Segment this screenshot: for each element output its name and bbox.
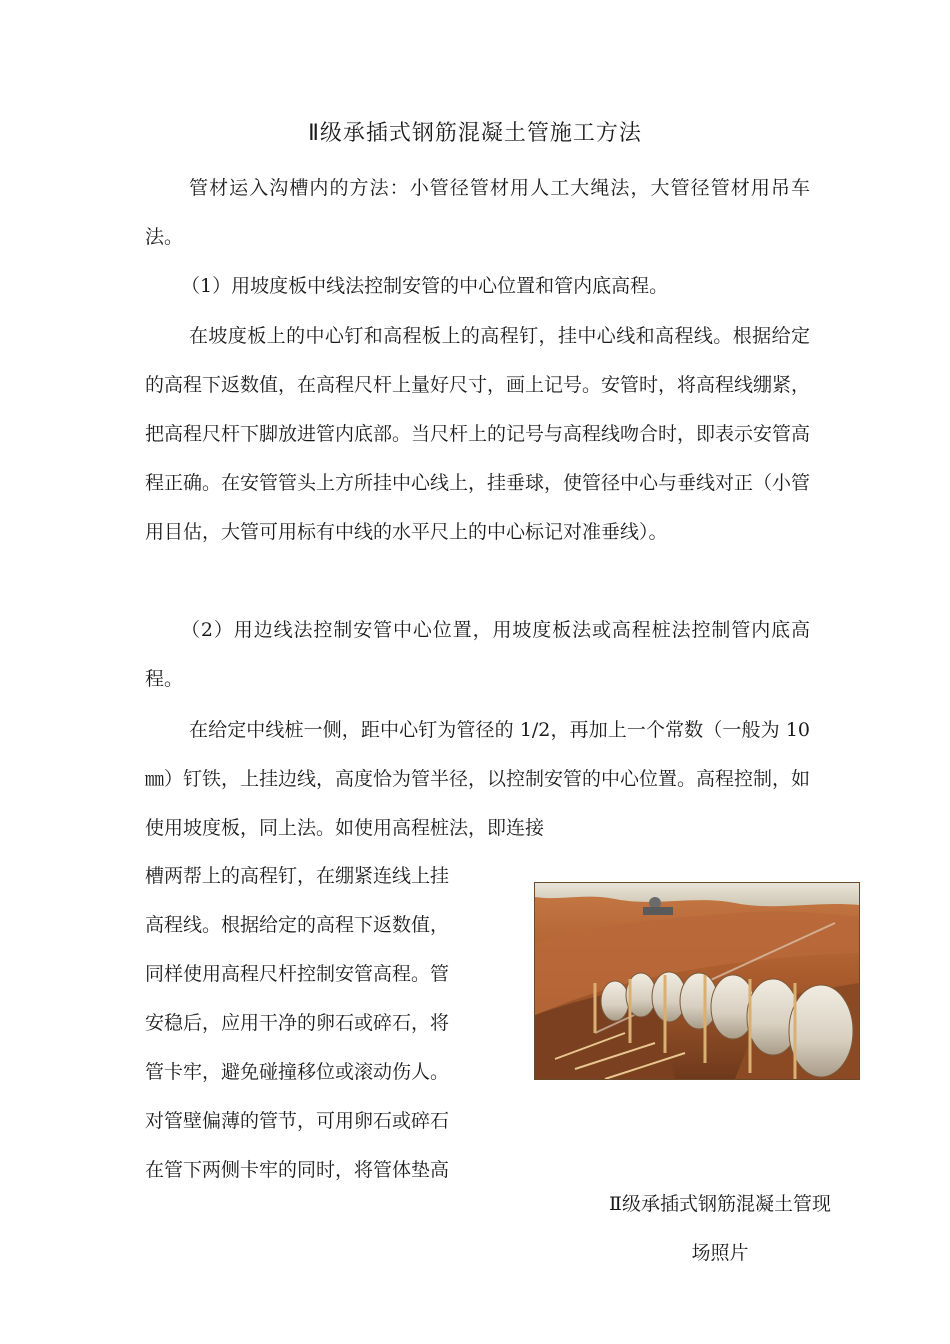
paragraph-step-2-body: 在给定中线桩一侧，距中心钉为管径的 1/2，再加上一个常数（一般为 10㎜）钉铁，上挂边线，高度恰为管半径，以控制安管的中心位置。高程控制，如使用坡度板，同上法。如使用高程桩法，即连接 <box>145 719 811 839</box>
document-title: Ⅱ级承插式钢筋混凝土管施工方法 <box>308 121 642 146</box>
photo-caption-line-2: 场照片 <box>691 1242 749 1264</box>
wrapped-line: 槽两帮上的高程钉，在绷紧连线上挂 <box>145 865 450 887</box>
paragraph-transport-method: 管材运入沟槽内的方法：小管径管材用人工大绳法，大管径管材用吊车法。 <box>145 177 810 248</box>
paragraph-step-1-body: 在坡度板上的中心钉和高程板上的高程钉，挂中心线和高程线。根据给定的高程下返数值，在高程尺杆上量好尺寸，画上记号。安管时，将高程线绷紧，把高程尺杆下脚放进管内底部。当尺杆上的记号与高程线吻合时，即表示安管高程正确。在安管管头上方所挂中心线上，挂垂球，使管径中心与垂线对正（小管用目估，大管可用标有中线的水平尺上的中心标记对准垂线）。 <box>145 325 811 543</box>
wrapped-line: 管卡牢，避免碰撞移位或滚动伤人。 <box>145 1061 450 1083</box>
paragraph-step-1-heading: （1）用坡度板中线法控制安管的中心位置和管内底高程。 <box>181 275 669 297</box>
wrapped-line: 安稳后，应用干净的卵石或碎石，将 <box>145 1012 450 1034</box>
paragraph-step-2-heading: （2）用边线法控制安管中心位置，用坡度板法或高程桩法控制管内底高程。 <box>145 619 810 690</box>
wrapped-line: 同样使用高程尺杆控制安管高程。管 <box>145 963 450 985</box>
photo-caption <box>560 1180 880 1278</box>
wrapped-text-block <box>145 852 510 1195</box>
wrapped-line: 在管下两侧卡牢的同时，将管体垫高 <box>145 1159 450 1181</box>
construction-site-photo <box>534 882 860 1080</box>
photo-caption-line-1: Ⅱ级承插式钢筋混凝土管现 <box>609 1193 831 1215</box>
wrapped-line: 高程线。根据给定的高程下返数值， <box>145 914 450 936</box>
wrapped-line: 对管壁偏薄的管节，可用卵石或碎石 <box>145 1110 450 1132</box>
